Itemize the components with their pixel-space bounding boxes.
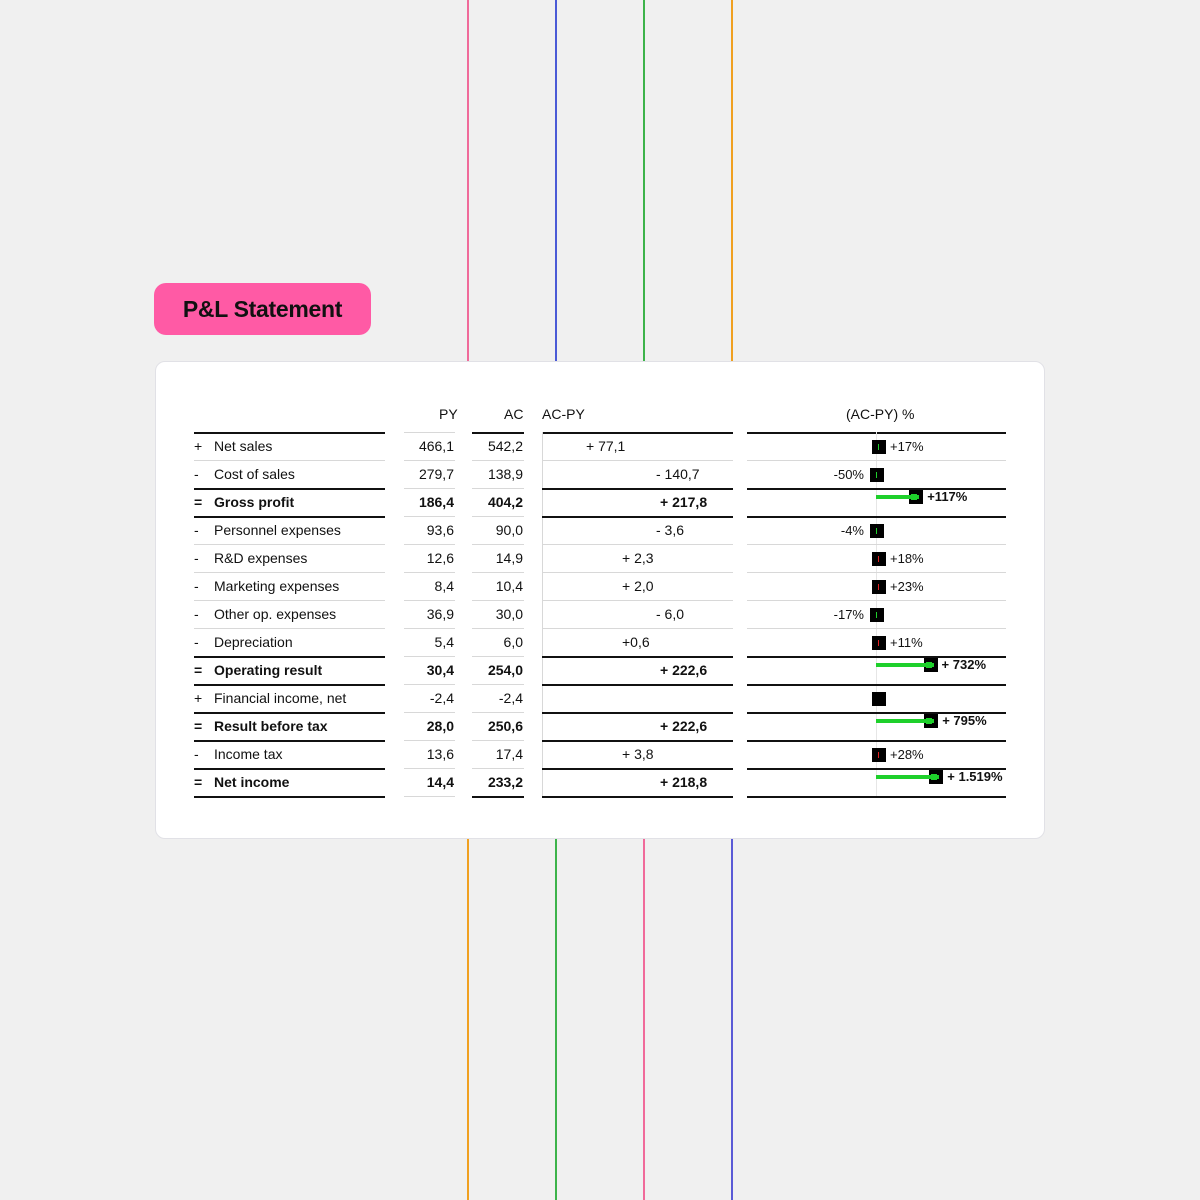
table-row — [156, 488, 1046, 516]
ac-value: 10,4 — [495, 578, 523, 594]
row-label: Gross profit — [214, 494, 295, 510]
delta-label: - 3,6 — [656, 522, 685, 538]
table-row — [156, 516, 1046, 544]
table-row — [156, 656, 1046, 684]
decorative-line — [467, 839, 469, 1200]
py-value: 93,6 — [426, 522, 454, 538]
py-value: 13,6 — [426, 746, 454, 762]
row-divider — [472, 796, 524, 798]
table-row — [156, 768, 1046, 796]
py-value: 30,4 — [426, 662, 454, 678]
row-label: Personnel expenses — [214, 522, 341, 538]
ac-value: 404,2 — [487, 494, 523, 510]
py-value: 36,9 — [426, 606, 454, 622]
row-sign: + — [194, 438, 203, 454]
ac-value: 30,0 — [495, 606, 523, 622]
table-row — [156, 544, 1046, 572]
py-value: 14,4 — [426, 774, 454, 790]
pct-label: -50% — [833, 466, 864, 482]
row-sign: - — [194, 746, 199, 762]
delta-label: + 218,8 — [660, 774, 708, 790]
ac-value: 138,9 — [487, 466, 523, 482]
col-header-py: PY — [439, 406, 458, 422]
ac-value: 250,6 — [487, 718, 523, 734]
decorative-line — [467, 0, 469, 361]
row-label: Result before tax — [214, 718, 328, 734]
table-row — [156, 600, 1046, 628]
row-sign: - — [194, 550, 199, 566]
delta-label: +0,6 — [622, 634, 650, 650]
ac-value: 90,0 — [495, 522, 523, 538]
delta-label: + 3,8 — [622, 746, 654, 762]
table-row — [156, 712, 1046, 740]
ac-value: 542,2 — [487, 438, 523, 454]
ac-value: 6,0 — [503, 634, 523, 650]
ac-value: -2,4 — [498, 690, 523, 706]
row-sign: = — [194, 718, 203, 734]
col-header-ac: AC — [504, 406, 524, 422]
row-label: Cost of sales — [214, 466, 295, 482]
table-row — [156, 628, 1046, 656]
delta-label: + 77,1 — [586, 438, 626, 454]
decorative-line — [731, 839, 733, 1200]
row-divider — [542, 796, 733, 798]
pct-label: +28% — [890, 746, 924, 762]
decorative-line — [643, 0, 645, 361]
pct-label: +11% — [890, 634, 923, 650]
row-label: Financial income, net — [214, 690, 347, 706]
ac-value: 14,9 — [495, 550, 523, 566]
col-header-delta: AC-PY — [542, 406, 585, 422]
row-label: Income tax — [214, 746, 283, 762]
pct-label: +117% — [927, 488, 968, 504]
delta-label: + 222,6 — [660, 662, 708, 678]
table-row — [156, 432, 1046, 460]
row-sign: = — [194, 774, 203, 790]
decorative-line — [555, 839, 557, 1200]
py-value: 12,6 — [426, 550, 454, 566]
ac-value: 233,2 — [487, 774, 523, 790]
row-label: Marketing expenses — [214, 578, 340, 594]
row-sign: - — [194, 578, 199, 594]
row-label: Net income — [214, 774, 290, 790]
table-row — [156, 684, 1046, 712]
table-row — [156, 572, 1046, 600]
row-label: Depreciation — [214, 634, 293, 650]
pct-label: -17% — [833, 606, 864, 622]
col-header-pct: (AC-PY) % — [846, 406, 915, 422]
row-sign: - — [194, 606, 199, 622]
decorative-line — [643, 839, 645, 1200]
row-sign: = — [194, 662, 203, 678]
row-sign: + — [194, 690, 203, 706]
row-divider — [194, 796, 385, 798]
page-title: P&L Statement — [154, 283, 371, 335]
py-value: 279,7 — [418, 466, 454, 482]
pct-label: +17% — [890, 438, 924, 454]
py-value: 186,4 — [418, 494, 454, 510]
pct-label: + 795% — [942, 712, 987, 728]
pct-label: -4% — [840, 522, 864, 538]
ac-value: 254,0 — [487, 662, 523, 678]
pct-label: +18% — [890, 550, 924, 566]
table-row — [156, 740, 1046, 768]
py-value: 5,4 — [434, 634, 454, 650]
py-value: 466,1 — [418, 438, 454, 454]
row-divider — [747, 796, 1006, 798]
delta-label: + 222,6 — [660, 718, 708, 734]
pct-label: + 732% — [941, 656, 986, 672]
py-value: 8,4 — [434, 578, 454, 594]
py-value: -2,4 — [429, 690, 454, 706]
table-row — [156, 460, 1046, 488]
delta-label: - 6,0 — [656, 606, 685, 622]
row-divider — [404, 796, 455, 797]
delta-label: + 217,8 — [660, 494, 708, 510]
pl-table — [156, 362, 1046, 840]
row-label: Operating result — [214, 662, 323, 678]
decorative-line — [731, 0, 733, 361]
pct-label: +23% — [890, 578, 924, 594]
row-label: Net sales — [214, 438, 273, 454]
row-sign: - — [194, 634, 199, 650]
ac-value: 17,4 — [495, 746, 523, 762]
pct-label: + 1.519% — [947, 768, 1003, 784]
delta-label: + 2,3 — [622, 550, 654, 566]
row-sign: = — [194, 494, 203, 510]
delta-label: - 140,7 — [656, 466, 700, 482]
delta-label: + 2,0 — [622, 578, 654, 594]
py-value: 28,0 — [426, 718, 454, 734]
pl-table-card — [155, 361, 1045, 839]
row-sign: - — [194, 522, 199, 538]
decorative-line — [555, 0, 557, 361]
row-label: Other op. expenses — [214, 606, 337, 622]
row-label: R&D expenses — [214, 550, 308, 566]
row-sign: - — [194, 466, 199, 482]
